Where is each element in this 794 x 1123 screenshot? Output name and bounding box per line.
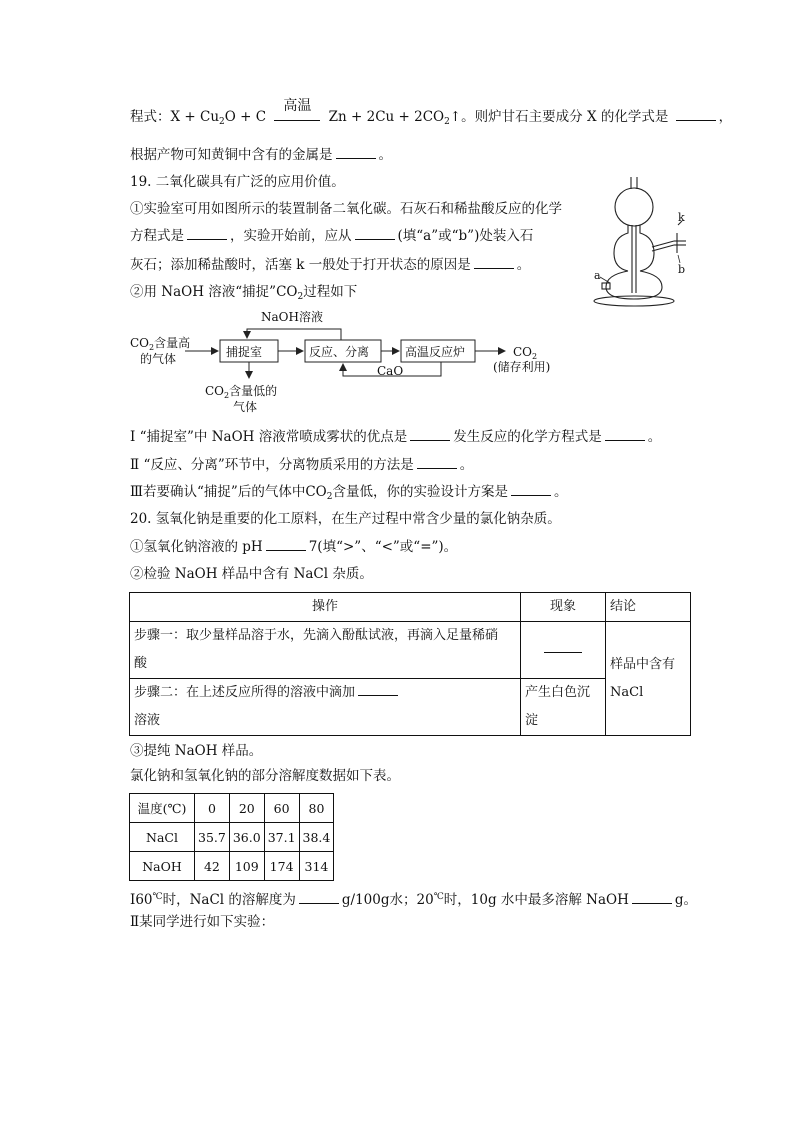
table-row [130,823,334,852]
table-cell: 36.0 [229,823,264,852]
table-cell: 80 [299,794,334,823]
svg-text:CO2含量高: $CO_2$含量高 [130,336,191,352]
answer-blank[interactable] [358,683,398,696]
table-cell: 109 [229,852,264,881]
table-cell: NaCl [130,823,195,852]
svg-text:CaO: CaO [377,364,404,378]
svg-text:高温反应炉: 高温反应炉 [405,345,466,359]
answer-blank[interactable] [511,483,551,496]
kipp-apparatus-diagram [590,175,700,310]
answer-blank[interactable] [187,227,227,240]
q19-p2: ②用 NaOH 溶液“捕捉$”CO_2$过程如下 [130,284,358,302]
q19-ii: Ⅱ “反应、分离”环节中，分离物质采用的方法是 。 [130,457,474,473]
answer-blank[interactable] [474,256,514,269]
answer-blank[interactable] [410,428,450,441]
table-cell: 314 [299,852,334,881]
q19-p1b: 方程式是 ，实验开始前，应从 (填“a”或“b”)处装入石 [130,228,534,244]
svg-text:(储存利用): (储存利用) [493,360,551,374]
svg-text:CO2含量低的: $CO_2$含量低的 [205,384,278,400]
q20-p3: ③提纯 NaOH 样品。 [130,743,263,759]
solubility-table [129,793,334,881]
table-cell: 温度(℃) [130,794,195,823]
table-cell: 0 [195,794,230,823]
answer-blank[interactable] [336,146,376,159]
q20-p1: ①氢氧化钠溶液的 pH 7(填“>”、“<”或“=”)。 [130,539,458,555]
answer-blank[interactable] [299,891,339,904]
svg-text:气体: 气体 [233,400,258,414]
q20-p2: ②检验 NaOH 样品中含有 NaCl 杂质。 [130,566,373,582]
svg-text:的气体: 的气体 [140,352,177,366]
table-cell: 37.1 [264,823,299,852]
table-cell: 174 [264,852,299,881]
label-k: k [678,211,685,224]
table-cell: 60 [264,794,299,823]
q19-title: 19. 二氧化碳具有广泛的应用价值。 [130,174,345,190]
q19-iii: Ⅲ若要确认“捕捉”后的气体中$CO_2$含量低，你的实验设计方案是 。 [130,484,568,502]
q20-ia: Ⅰ60℃时，NaCl 的溶解度为 g/100g水；20℃时，10g 水中最多溶解 NaOH g。 [130,892,698,908]
answer-blank[interactable] [544,640,582,653]
q20-p3b: 氯化钠和氢氧化钠的部分溶解度数据如下表。 [130,768,400,784]
table-cell: 35.7 [195,823,230,852]
q19-i: Ⅰ “捕捉室”中 NaOH 溶液常喷成雾状的优点是 发生反应的化学方程式是 。 [130,429,662,445]
answer-blank[interactable] [605,428,645,441]
answer-blank[interactable] [417,456,457,469]
table-header-row [130,794,334,823]
answer-blank[interactable] [632,891,672,904]
answer-blank[interactable] [355,227,395,240]
q19-p1c: 灰石；添加稀盐酸时，活塞 k 一般处于打开状态的原因是 。 [130,257,531,273]
table-row [130,852,334,881]
co2-capture-flow-diagram [125,305,565,415]
q18-equation-line: 程式：$X + Cu_2O + C$ 高温 $Zn + 2Cu + 2CO_2↑$。则炉甘石主要成分 X 的化学式是 ， [130,98,733,127]
svg-text:反应、分离: 反应、分离 [309,345,370,359]
label-naoh: NaOH溶液 [261,310,323,324]
q19-p1a: ①实验室可用如图所示的装置制备二氧化碳。石灰石和稀盐酸反应的化学 [130,201,562,217]
reaction-condition: 高温 [274,113,320,121]
q18-metal-line: 根据产物可知黄铜中含有的金属是 。 [130,147,392,163]
q20-title: 20. 氢氧化钠是重要的化工原料，在生产过程中常含少量的氯化钠杂质。 [130,511,561,527]
answer-blank[interactable] [676,108,716,121]
table-cell: 38.4 [299,823,334,852]
svg-text:捕捉室: 捕捉室 [226,345,263,359]
answer-blank[interactable] [266,538,306,551]
q20-ib: Ⅱ某同学进行如下实验： [130,914,275,930]
table-cell: 20 [229,794,264,823]
table-cell: 42 [195,852,230,881]
svg-text:CO2: $CO_2$ [513,345,538,361]
label-b: b [678,263,686,276]
experiment-table: 操作 现象 结论 步骤一：取少量样品溶于水，先滴入酚酞试液，再滴入足量稀硝 酸 样品中含有 NaCl 步骤二：在上述反应所得的溶液中滴加 溶液 产生白色沉 淀 [129,592,691,736]
label-a: a [594,269,601,282]
table-cell: NaOH [130,852,195,881]
